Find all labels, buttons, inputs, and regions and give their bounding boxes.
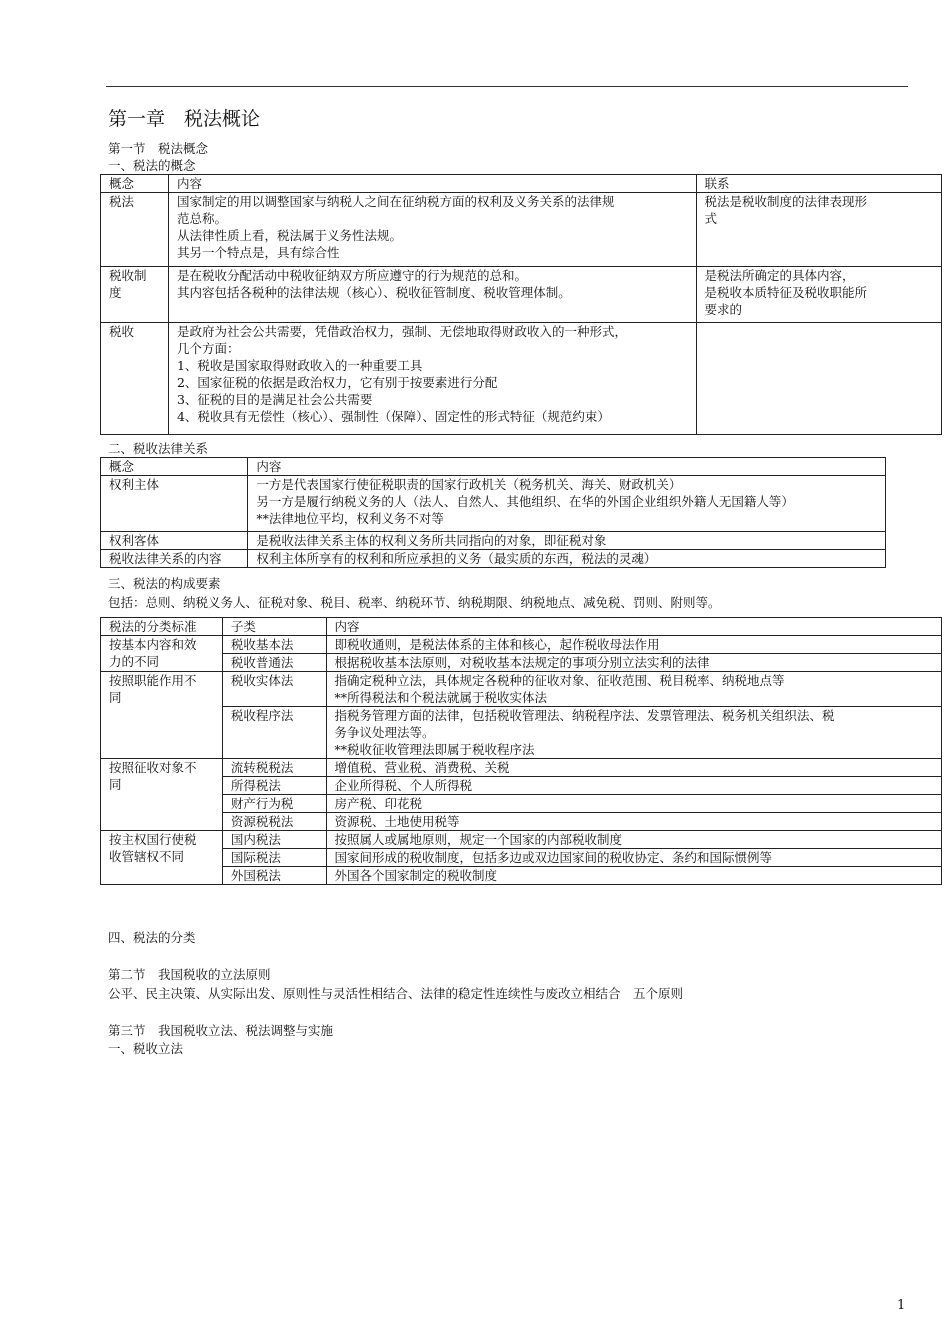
subclass-cell: 财产行为税: [222, 795, 326, 813]
concept-cell: 税收: [101, 323, 169, 435]
header-cell: 税法的分类标准: [101, 618, 223, 636]
cell-line: 式: [704, 211, 718, 226]
cell-line: 4、税收具有无偿性（核心）、强制性（保障）、固定性的形式特征（规范约束）: [176, 409, 610, 424]
header-cell: 概念: [101, 175, 169, 193]
sub3-title: 三、税法的构成要素: [108, 576, 221, 591]
content-cell: [326, 707, 941, 759]
content-cell: 资源税、土地使用税等: [326, 813, 941, 831]
sub3-text: 包括：总则、纳税义务人、征税对象、税目、税率、纳税环节、纳税期限、纳税地点、减免税、罚则、附则等。: [108, 595, 721, 610]
table-row: [101, 672, 942, 707]
cell-line: 税法是税收制度的法律表现形: [704, 194, 868, 209]
relation-cell: [696, 267, 942, 323]
cell-line: 国家制定的用以调整国家与纳税人之间在征纳税方面的权利及义务关系的法律规: [176, 194, 615, 209]
subclass-cell: 税收实体法: [222, 672, 326, 707]
subclass-cell: 税收基本法: [222, 636, 326, 654]
cell-line: 按基本内容和效: [109, 637, 197, 652]
concept-cell: [101, 267, 169, 323]
page-number: 1: [897, 1298, 906, 1313]
header-cell: 子类: [222, 618, 326, 636]
cell-line: 1、税收是国家取得财政收入的一种重要工具: [176, 358, 423, 373]
table-row: [101, 654, 942, 672]
content-cell: 是税收法律关系主体的权利义务所共同指向的对象，即征税对象: [248, 532, 886, 550]
subclass-cell: 税收普通法: [222, 654, 326, 672]
header-cell: 内容: [326, 618, 941, 636]
table-header-row: [101, 175, 942, 193]
standard-cell: [101, 636, 223, 672]
cell-line: 一方是代表国家行使征税职责的国家行政机关（税务机关、海关、财政机关）: [256, 477, 682, 492]
table-row: [101, 795, 942, 813]
cell-line: 是税收本质特征及税收职能所: [704, 285, 868, 300]
cell-line: 同: [109, 777, 122, 792]
cell-line: 是税法所确定的具体内容，: [704, 268, 855, 283]
table-row: [101, 636, 942, 654]
section3-sub1: 一、税收立法: [108, 1041, 184, 1056]
header-rule: [106, 86, 908, 87]
subclass-cell: 流转税税法: [222, 759, 326, 777]
table-row: [101, 267, 942, 323]
table-header-row: [101, 458, 886, 476]
subclass-cell: 外国税法: [222, 867, 326, 885]
tax-legal-relation-table: [100, 457, 886, 568]
content-cell: 房产税、印花税: [326, 795, 941, 813]
subclass-cell: 税收程序法: [222, 707, 326, 759]
concept-cell: 税收法律关系的内容: [101, 550, 248, 568]
concept-cell: 权利主体: [101, 476, 248, 532]
header-cell: 联系: [696, 175, 942, 193]
table-row: [101, 193, 942, 267]
cell-line: **所得税法和个税法就属于税收实体法: [334, 690, 548, 705]
tax-classification-table: [100, 617, 942, 885]
cell-line: 2、国家征税的依据是政治权力，它有别于按要素进行分配: [176, 375, 498, 390]
standard-cell: [101, 672, 223, 759]
tax-concept-table: [100, 174, 942, 435]
chapter-title: 第一章 税法概论: [108, 108, 261, 130]
content-cell: [248, 476, 886, 532]
table-row: [101, 532, 886, 550]
cell-line: 指税务管理方面的法律，包括税收管理法、纳税程序法、发票管理法、税务机关组织法、税: [334, 708, 835, 723]
cell-line: 指确定税种立法，具体规定各税种的征收对象、征收范围、税目税率、纳税地点等: [334, 673, 785, 688]
standard-cell: [101, 759, 223, 831]
cell-line: 3、征税的目的是满足社会公共需要: [176, 392, 373, 407]
table-header-row: [101, 618, 942, 636]
table-row: [101, 707, 942, 759]
cell-line: 其内容包括各税种的法律法规（核心）、税收征管制度、税收管理体制。: [176, 285, 571, 300]
concept-cell: 权利客体: [101, 532, 248, 550]
table-row: [101, 759, 942, 777]
content-cell: 即税收通则，是税法体系的主体和核心，起作税收母法作用: [326, 636, 941, 654]
content-cell: [168, 267, 696, 323]
subclass-cell: 资源税税法: [222, 813, 326, 831]
cell-line: 是政府为社会公共需要，凭借政治权力，强制、无偿地取得财政收入的一种形式，: [176, 324, 627, 339]
cell-line: 力的不同: [109, 654, 160, 669]
table-row: [101, 867, 942, 885]
content-cell: 权利主体所享有的权利和所应承担的义务（最实质的东西，税法的灵魂）: [248, 550, 886, 568]
cell-line: 按照征收对象不: [109, 760, 197, 775]
relation-cell: [696, 323, 942, 435]
content-cell: 企业所得税、个人所得税: [326, 777, 941, 795]
cell-line: 是在税收分配活动中税收征纳双方所应遵守的行为规范的总和。: [176, 268, 527, 283]
subclass-cell: 国际税法: [222, 849, 326, 867]
content-cell: [168, 193, 696, 267]
section3-title: 第三节 我国税收立法、税法调整与实施: [108, 1023, 334, 1038]
table-row: [101, 849, 942, 867]
table-row: [101, 831, 942, 849]
cell-line: 另一方是履行纳税义务的人（法人、自然人、其他组织、在华的外国企业组织外籍人无国籍人等）: [256, 494, 794, 509]
content-cell: 外国各个国家制定的税收制度: [326, 867, 941, 885]
cell-line: 务争议处理法等。: [334, 725, 435, 740]
cell-line: 范总称。: [176, 211, 227, 226]
subclass-cell: 所得税法: [222, 777, 326, 795]
content-cell: 按照属人或属地原则，规定一个国家的内部税收制度: [326, 831, 941, 849]
cell-line: 收管辖权不同: [109, 849, 185, 864]
content-cell: 国家间形成的税收制度，包括多边或双边国家间的税收协定、条约和国际惯例等: [326, 849, 941, 867]
cell-line: 按主权国行使税: [109, 832, 197, 847]
cell-line: 同: [109, 690, 122, 705]
concept-text: 税收制度: [109, 268, 147, 300]
content-cell: [326, 672, 941, 707]
section2-title: 第二节 我国税收的立法原则: [108, 967, 271, 982]
cell-line: 要求的: [704, 302, 743, 317]
cell-line: 几个方面：: [176, 341, 240, 356]
content-cell: 根据税收基本法原则，对税收基本法规定的事项分别立法实利的法律: [326, 654, 941, 672]
section2-text: 公平、民主决策、从实际出发、原则性与灵活性相结合、法律的稳定性连续性与废改立相结合 五个原则: [108, 986, 684, 1001]
table-row: [101, 550, 886, 568]
sub1-title: 一、税法的概念: [108, 158, 196, 173]
table-row: [101, 323, 942, 435]
sub2-title: 二、税收法律关系: [108, 441, 209, 456]
table-row: [101, 476, 886, 532]
cell-line: 按照职能作用不: [109, 673, 197, 688]
header-cell: 内容: [168, 175, 696, 193]
cell-line: 从法律性质上看，税法属于义务性法规。: [176, 228, 402, 243]
content-cell: 增值税、营业税、消费税、关税: [326, 759, 941, 777]
section1-title: 第一节 税法概念: [108, 141, 209, 156]
cell-line: **税收征收管理法即属于税收程序法: [334, 742, 535, 757]
relation-cell: [696, 193, 942, 267]
subclass-cell: 国内税法: [222, 831, 326, 849]
sub4-title: 四、税法的分类: [108, 930, 196, 945]
content-cell: [168, 323, 696, 435]
cell-line: **法律地位平均，权利义务不对等: [256, 511, 444, 526]
table-row: [101, 777, 942, 795]
header-cell: 概念: [101, 458, 248, 476]
table-row: [101, 813, 942, 831]
header-cell: 内容: [248, 458, 886, 476]
cell-line: 其另一个特点是，具有综合性: [176, 245, 340, 260]
concept-cell: 税法: [101, 193, 169, 267]
standard-cell: [101, 831, 223, 885]
